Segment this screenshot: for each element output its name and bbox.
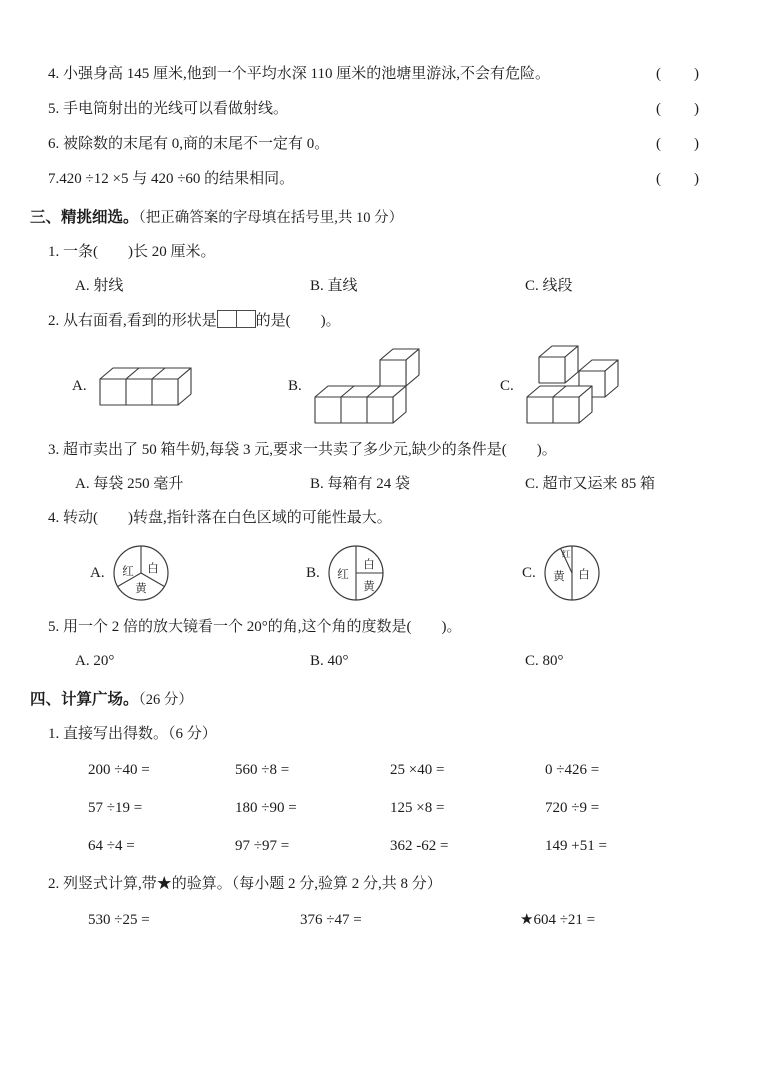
calc-problem: 64 ÷4 = bbox=[88, 838, 135, 854]
figure-label: C. bbox=[500, 377, 514, 394]
option-a: A. 每袋 250 毫升 bbox=[75, 476, 184, 492]
calc-problem: 200 ÷40 = bbox=[88, 762, 150, 778]
spinner-c bbox=[522, 542, 746, 604]
figure-label: C. bbox=[522, 564, 536, 581]
mc-q5: 5. 用一个 2 倍的放大镜看一个 20°的角,这个角的度数是( )。 bbox=[48, 619, 462, 635]
spinner-region-label: 白 bbox=[146, 563, 159, 575]
calc-problem: 0 ÷426 = bbox=[545, 762, 600, 778]
section3-note: （把正确答案的字母填在括号里,共 10 分） bbox=[138, 210, 404, 226]
mc-q2-prefix: 2. 从右面看,看到的形状是 bbox=[48, 313, 217, 329]
spinner-region-label: 红 bbox=[561, 549, 571, 559]
section4-heading bbox=[30, 689, 746, 711]
cube-figure-a bbox=[72, 345, 288, 427]
cubes-row-of-3-icon bbox=[92, 361, 196, 411]
section4-title: 四、计算广场。 bbox=[30, 691, 139, 708]
spinner-b bbox=[306, 542, 522, 604]
figure-label: B. bbox=[288, 377, 302, 394]
calc-problem: 720 ÷9 = bbox=[545, 800, 600, 816]
cube-figure-row bbox=[30, 345, 746, 427]
calc-problem: 362 -62 = bbox=[390, 838, 449, 854]
mc-q2-suffix: 的是( )。 bbox=[255, 313, 341, 329]
option-b: B. 每箱有 24 袋 bbox=[310, 476, 411, 492]
vertical-calc-row bbox=[30, 910, 746, 931]
spinner-region-label: 黄 bbox=[134, 583, 147, 595]
spinner-three-equal-icon bbox=[110, 542, 172, 604]
mc-q2 bbox=[30, 310, 746, 332]
spinner-region-label: 红 bbox=[121, 566, 134, 578]
section3-title: 三、精挑细选。 bbox=[30, 209, 139, 226]
calc-problem: 149 +51 = bbox=[545, 838, 607, 854]
cube-figure-b bbox=[288, 345, 500, 427]
calc-problem: 25 ×40 = bbox=[390, 762, 445, 778]
spinner-region-label: 白 bbox=[363, 559, 375, 571]
option-a: A. 射线 bbox=[75, 278, 124, 294]
spinner-figure-row bbox=[30, 542, 746, 604]
truefalse-section bbox=[30, 64, 746, 190]
cube-figure-c bbox=[500, 345, 746, 427]
tf-item-6 bbox=[30, 134, 746, 155]
tf-item-text: 4. 小强身高 145 厘米,他到一个平均水深 110 厘米的池塘里游泳,不会有危险。 bbox=[48, 66, 550, 82]
spinner-region-label: 白 bbox=[578, 569, 590, 581]
calc-problem: 530 ÷25 = bbox=[88, 912, 150, 928]
oral-calc-title: 1. 直接写出得数。（6 分） bbox=[48, 726, 217, 742]
calc-problem: 560 ÷8 = bbox=[235, 762, 290, 778]
tf-item-text: 6. 被除数的末尾有 0,商的末尾不一定有 0。 bbox=[48, 136, 330, 152]
vertical-calc-title: 2. 列竖式计算,带★的验算。（每小题 2 分,验算 2 分,共 8 分） bbox=[48, 876, 442, 892]
spinner-sliver-half-icon bbox=[541, 542, 603, 604]
option-c: C. 线段 bbox=[525, 278, 573, 294]
spinner-region-label: 黄 bbox=[363, 581, 375, 593]
mc-q4: 4. 转动( )转盘,指针落在白色区域的可能性最大。 bbox=[48, 510, 392, 526]
mc-q1-options bbox=[30, 276, 746, 297]
section3-heading bbox=[30, 207, 746, 229]
option-a: A. 20° bbox=[75, 653, 115, 669]
calc-problem: 97 ÷97 = bbox=[235, 838, 290, 854]
figure-label: A. bbox=[90, 564, 105, 581]
option-b: B. 40° bbox=[310, 653, 349, 669]
answer-bracket: ( ) bbox=[656, 66, 700, 82]
mc-q3: 3. 超市卖出了 50 箱牛奶,每袋 3 元,要求一共卖了多少元,缺少的条件是( )。 bbox=[48, 442, 557, 458]
answer-bracket: ( ) bbox=[656, 101, 700, 117]
calc-problem: 125 ×8 = bbox=[390, 800, 445, 816]
tf-item-text: 5. 手电筒射出的光线可以看做射线。 bbox=[48, 101, 289, 117]
section4-note: （26 分） bbox=[138, 692, 193, 708]
cubes-l-shape-stacked-icon bbox=[519, 345, 627, 427]
oral-calc-grid bbox=[30, 760, 746, 857]
answer-bracket: ( ) bbox=[656, 171, 700, 187]
mc-q5-options bbox=[30, 651, 746, 672]
tf-item-5 bbox=[30, 99, 746, 120]
calc-problem: 180 ÷90 = bbox=[235, 800, 297, 816]
mc-q3-options bbox=[30, 474, 746, 495]
option-c: C. 80° bbox=[525, 653, 564, 669]
figure-label: A. bbox=[72, 377, 87, 394]
spinner-region-label: 红 bbox=[337, 569, 349, 581]
calc-problem: ★604 ÷21 = bbox=[520, 912, 596, 928]
option-c: C. 超市又运来 85 箱 bbox=[525, 476, 656, 492]
tf-item-text: 7.420 ÷12 ×5 与 420 ÷60 的结果相同。 bbox=[48, 171, 295, 187]
tf-item-4 bbox=[30, 64, 746, 85]
answer-bracket: ( ) bbox=[656, 136, 700, 152]
shape-square-1 bbox=[217, 310, 237, 328]
mc-q1: 1. 一条( )长 20 厘米。 bbox=[48, 244, 216, 260]
spinner-a bbox=[90, 542, 306, 604]
figure-label: B. bbox=[306, 564, 320, 581]
spinner-half-quarter-icon bbox=[325, 542, 387, 604]
cubes-row-plus-back-icon bbox=[307, 347, 423, 425]
calc-problem: 376 ÷47 = bbox=[300, 912, 362, 928]
option-b: B. 直线 bbox=[310, 278, 358, 294]
spinner-region-label: 黄 bbox=[553, 571, 565, 583]
tf-item-7 bbox=[30, 169, 746, 190]
calc-problem: 57 ÷19 = bbox=[88, 800, 143, 816]
shape-square-2 bbox=[236, 310, 256, 328]
